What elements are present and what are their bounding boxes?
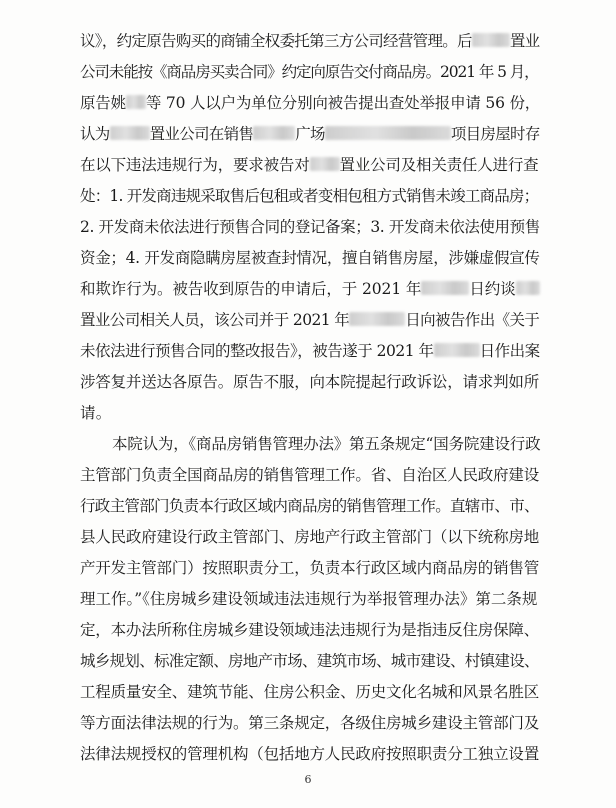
text-segment: 议》，约定原告购买的商铺全权委托第三方公司经营管理。后 [80, 32, 472, 50]
text-segment: 原告姚 [80, 94, 126, 112]
text-segment: 本院认为，《商品房销售管理办法》第五条规定“国务院建设行政 [112, 435, 541, 453]
redacted-text [110, 126, 150, 140]
text-segment: 涉答复并送达各原告。原告不服，向本院提起行政诉讼，请求判如所 [80, 373, 540, 391]
text-line [80, 124, 540, 144]
text-line [80, 279, 540, 299]
text-segment: 在以下违法违规行为，要求被告对 [80, 156, 310, 174]
text-line [80, 527, 539, 547]
text-line [80, 372, 539, 392]
redacted-text [516, 281, 540, 295]
text-segment: 和欺诈行为。被告收到原告的申请后，于 2021 年 [80, 280, 422, 298]
page-number: 6 [304, 773, 312, 786]
text-segment: 工程质量安全、建筑节能、住房公积金、历史文化名城和风景名胜区 [80, 683, 540, 701]
redacted-text [310, 157, 340, 171]
redacted-text [349, 312, 405, 326]
text-segment: 认为 [80, 125, 110, 143]
text-segment: 理工作。”《住房城乡建设领域违法违规行为举报管理办法》第二条规 [80, 590, 538, 608]
text-line [80, 682, 539, 702]
text-segment: 城乡规划、标准定额、房地产市场、建筑市场、城市建设、村镇建设、 [80, 652, 539, 670]
text-segment: 请。 [80, 404, 112, 422]
text-segment: 等 70 人以户为单位分别向被告提出查处举报申请 56 份， [145, 94, 541, 112]
text-segment: 行政主管部门负责本行政区域内商品房的销售管理工作。直辖市、市、 [80, 497, 539, 515]
text-segment: 日向被告作出《关于 [405, 311, 540, 329]
text-segment: 置业公司及相关责任人进行查 [339, 156, 539, 174]
text-line [80, 465, 539, 485]
text-line [112, 434, 540, 454]
redacted-text [472, 33, 510, 47]
text-line [80, 496, 539, 516]
text-line [80, 589, 537, 609]
text-segment: 法律法规授权的管理机构（包括地方人民政府按照职责分工独立设置 [80, 745, 540, 763]
text-segment: 置业公司相关人员，该公司并于 2021 年 [80, 311, 350, 329]
text-line [80, 744, 539, 764]
text-line [80, 186, 538, 206]
text-line [80, 217, 540, 237]
text-line [80, 62, 539, 82]
text-segment: 产开发主管部门）按照职责分工，负责本行政区域内商品房的销售管 [80, 559, 540, 577]
text-segment: 置业公司在销售 [149, 125, 254, 143]
redacted-text [126, 95, 146, 109]
redacted-text [325, 126, 451, 140]
text-line [80, 620, 539, 640]
text-segment: 置业 [509, 32, 540, 50]
text-line [80, 155, 538, 175]
text-line [80, 558, 539, 578]
text-segment: 等方面法律法规的行为。第三条规定，各级住房城乡建设主管部门及 [80, 714, 540, 732]
text-line [80, 341, 540, 361]
text-segment: 2. 开发商未依法进行预售合同的登记备案；3. 开发商未依法使用预售 [80, 218, 540, 236]
text-segment: 主管部门负责全国商品房的销售管理工作。省、自治区人民政府建设 [80, 466, 540, 484]
text-line [80, 93, 540, 113]
text-line [80, 403, 112, 423]
text-line [80, 713, 539, 733]
text-segment: 定，本办法所称住房城乡建设领域违法违规行为是指违反住房保障、 [80, 621, 540, 639]
text-line [80, 31, 539, 51]
redacted-text [253, 126, 295, 140]
text-line [80, 248, 540, 268]
redacted-text [434, 343, 480, 357]
text-segment: 未依法进行预售合同的整改报告》，被告遂于 2021 年 [80, 342, 434, 360]
text-segment: 资金；4. 开发商隐瞒房屋被查封情况，擅自销售房屋，涉嫌虚假宣传 [80, 249, 540, 267]
text-segment: 公司未能按《商品房买卖合同》约定向原告交付商品房。2021 年 5 月， [80, 63, 539, 81]
text-segment: 日约谈 [469, 280, 516, 298]
text-segment: 日作出案 [479, 342, 540, 360]
text-line [80, 310, 539, 330]
text-segment: 项目房屋时存 [450, 125, 540, 143]
text-segment: 处：1. 开发商违规采取售后包租或者变相包租方式销售未竣工商品房； [80, 187, 539, 205]
text-segment: 广场 [295, 125, 325, 143]
redacted-text [421, 281, 469, 295]
text-line [80, 651, 539, 671]
text-segment: 县人民政府建设行政主管部门、房地产行政主管部门（以下统称房地 [80, 528, 540, 546]
